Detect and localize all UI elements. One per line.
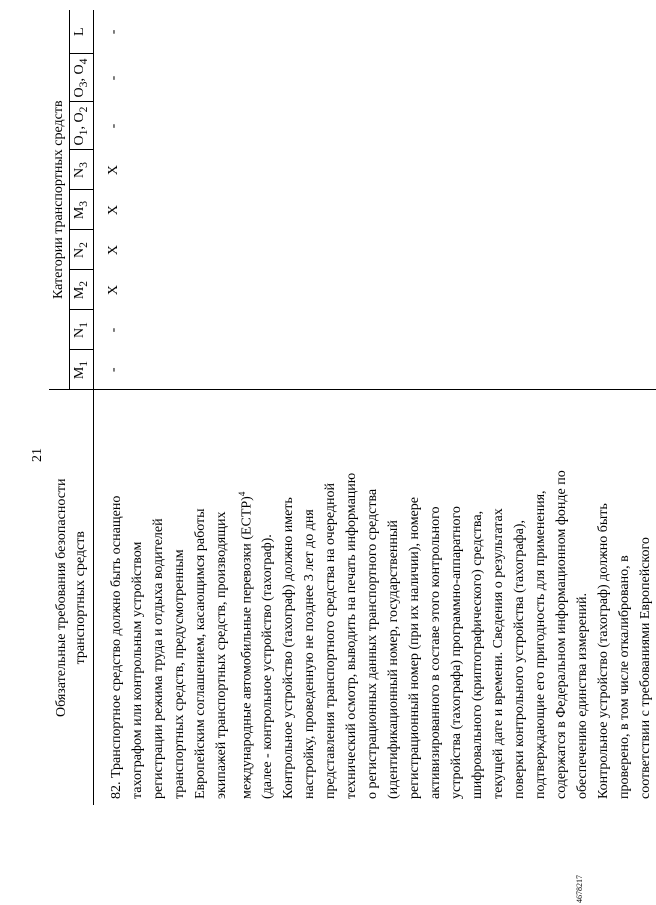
category-header-cell: $N_3$ <box>70 150 94 190</box>
applicability-mark: X <box>105 284 121 296</box>
requirement-line: технический осмотр, выводить на печать информацию <box>344 472 360 799</box>
requirement-line: представления транспортного средства на очередной <box>323 482 339 799</box>
requirement-line: текущей дате и времени. Сведения о результатах <box>491 508 507 799</box>
applicability-mark: X <box>105 244 121 256</box>
requirements-header-line: Обязательные требования безопасности <box>54 478 69 718</box>
requirement-line: активизированного в составе этого контрольного <box>428 506 444 799</box>
requirement-line: проверено, в том числе откалибровано, в <box>617 555 633 799</box>
requirements-header-line: транспортных средств <box>73 531 88 665</box>
requirement-line: содержатся в Федеральном информационном фонде по <box>554 470 570 799</box>
requirement-line: Европейским соглашением, касающимся работы <box>192 508 208 799</box>
applicability-mark: X <box>105 204 121 216</box>
requirement-line: регистрационный номер (при их наличии), номере <box>407 497 423 799</box>
requirement-line: международные автомобильные перевозки (ЕСТР) <box>239 496 255 799</box>
category-header-cell: $M_3$ <box>70 190 94 230</box>
requirement-line: 82. Транспортное средство должно быть оснащено <box>108 495 124 799</box>
category-header-cell: $M_1$ <box>70 350 94 390</box>
requirement-line: Контрольное устройство (тахограф) должно иметь <box>281 497 297 799</box>
requirement-line: (далее - контрольное устройство (тахограф). <box>260 534 276 799</box>
page-number: 21 <box>30 448 45 462</box>
category-header-cell: $N_2$ <box>70 230 94 270</box>
category-header-cell: L <box>70 10 94 54</box>
category-header-cell: $O_3$, $O_4$ <box>70 54 94 102</box>
requirement-text <box>93 390 656 805</box>
requirements-table <box>49 10 656 805</box>
requirement-line: поверки контрольного устройства (тахографа), <box>512 520 528 799</box>
requirement-line: настройку, проведенную не позднее 3 лет до дня <box>302 509 318 799</box>
requirement-line: транспортных средств, предусмотренным <box>171 549 187 799</box>
document-code: 4678217 <box>575 875 584 903</box>
requirement-line: Контрольное устройство (тахограф) должно быть <box>596 503 612 799</box>
applicability-mark: - <box>105 123 121 129</box>
category-header-cell: $M_2$ <box>70 270 94 310</box>
requirements-header <box>49 390 93 805</box>
categories-header: Категории транспортных средств <box>49 10 70 390</box>
requirement-line: экипажей транспортных средств, производящих <box>213 511 229 799</box>
applicability-mark: X <box>105 164 121 176</box>
requirement-line: тахографом или контрольным устройством <box>129 541 145 799</box>
requirement-line: о регистрационных данных транспортного средства <box>365 488 381 799</box>
applicability-mark: - <box>105 367 121 373</box>
category-header-cell: $N_1$ <box>70 310 94 350</box>
requirement-line: регистрации режима труда и отдыха водителей <box>150 518 166 799</box>
requirement-line: обеспечению единства измерений. <box>575 593 591 799</box>
footnote-marker: 4 <box>236 491 247 497</box>
applicability-mark: - <box>105 75 121 81</box>
requirement-line: устройства (тахографа) программно-аппаратного <box>449 506 465 799</box>
applicability-mark: - <box>105 327 121 333</box>
requirement-row <box>93 10 656 805</box>
requirement-line: шифровального (криптографического) средства, <box>470 510 486 799</box>
requirement-line: подтверждающие его пригодность для применения, <box>533 490 549 799</box>
requirement-line: соответствии с требованиями Европейского <box>638 537 654 799</box>
requirement-line: (идентификационный номер, государственный <box>386 520 402 799</box>
applicability-mark: - <box>105 29 121 35</box>
category-header-cell: $O_1$, $O_2$ <box>70 102 94 150</box>
